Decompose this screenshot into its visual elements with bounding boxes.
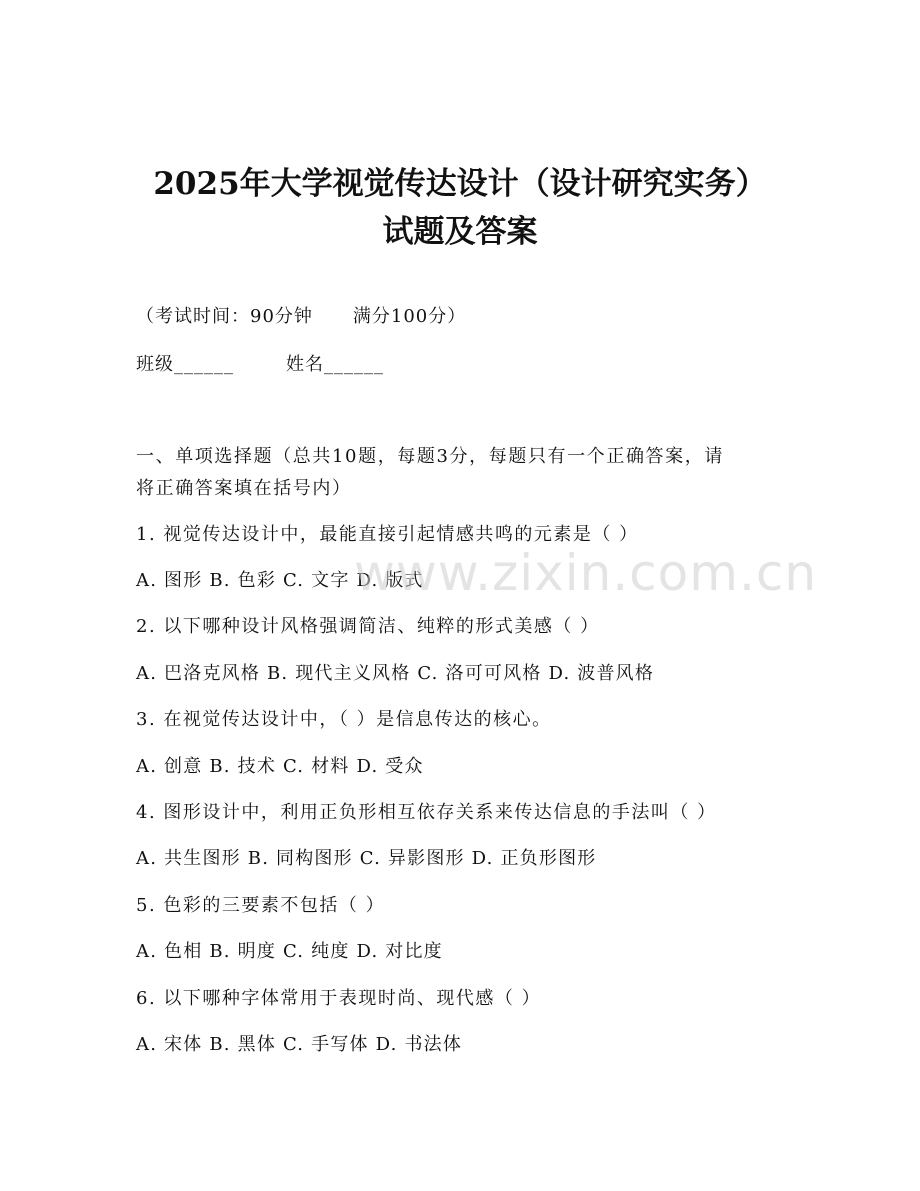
- question-1-stem: 1. 视觉传达设计中，最能直接引起情感共鸣的元素是（ ）: [136, 524, 639, 545]
- full-score: 满分100分）: [352, 306, 467, 327]
- student-info: [136, 350, 384, 376]
- question-1-options: A. 图形 B. 色彩 C. 文字 D. 版式: [136, 570, 424, 591]
- exam-time: （考试时间：90分钟: [136, 306, 313, 327]
- question-3-options: A. 创意 B. 技术 C. 材料 D. 受众: [136, 756, 424, 777]
- question-4-stem: 4. 图形设计中，利用正负形相互依存关系来传达信息的手法叫（ ）: [136, 802, 717, 823]
- question-2-stem: 2. 以下哪种设计风格强调简洁、纯粹的形式美感（ ）: [136, 616, 600, 637]
- section-heading-line-1: 一、单项选择题（总共10题，每题3分，每题只有一个正确答案，请: [136, 446, 724, 467]
- question-6-options: A. 宋体 B. 黑体 C. 手写体 D. 书法体: [136, 1034, 463, 1055]
- question-3-stem: 3. 在视觉传达设计中，（ ）是信息传达的核心。: [136, 709, 552, 730]
- exam-title-line-1: 2025年大学视觉传达设计（设计研究实务）: [153, 166, 767, 202]
- exam-title-line-2: 试题及答案: [382, 214, 538, 250]
- exam-info: [136, 302, 466, 328]
- site-watermark: www.zixin.com.cn: [354, 544, 818, 602]
- question-2-options: A. 巴洛克风格 B. 现代主义风格 C. 洛可可风格 D. 波普风格: [136, 663, 655, 684]
- class-field: 班级______: [136, 354, 234, 375]
- section-heading-line-2: 将正确答案填在括号内）: [136, 478, 352, 499]
- question-6-stem: 6. 以下哪种字体常用于表现时尚、现代感（ ）: [136, 988, 542, 1009]
- question-5-options: A. 色相 B. 明度 C. 纯度 D. 对比度: [136, 941, 443, 962]
- question-4-options: A. 共生图形 B. 同构图形 C. 异影图形 D. 正负形图形: [136, 848, 597, 869]
- question-5-stem: 5. 色彩的三要素不包括（ ）: [136, 895, 386, 916]
- name-field: 姓名______: [286, 354, 384, 375]
